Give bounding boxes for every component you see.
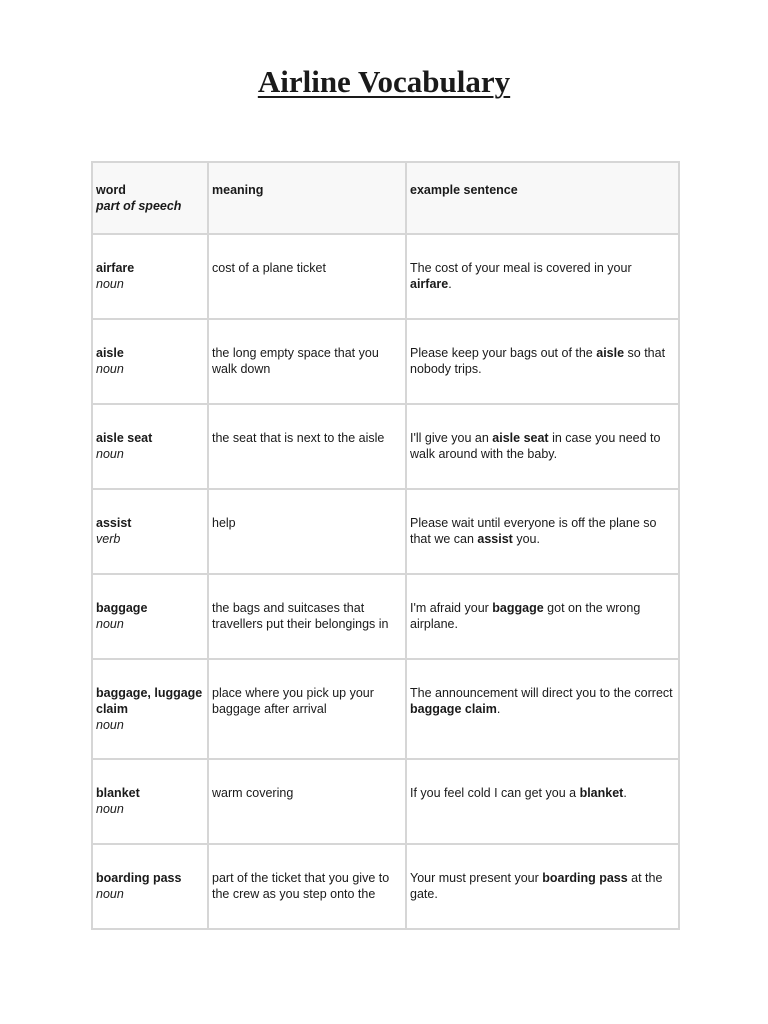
meaning-text: the bags and suitcases that travellers put their belongings in	[212, 601, 389, 631]
word-cell	[92, 759, 208, 844]
table-row	[92, 404, 679, 489]
example-after: .	[448, 277, 452, 291]
example-after: you.	[512, 532, 540, 546]
table-row	[92, 489, 679, 574]
meaning-text: part of the ticket that you give to the crew as you step onto the	[212, 871, 390, 901]
meaning-text: the seat that is next to the aisle	[212, 431, 385, 445]
example-before: If you feel cold I can get you a	[410, 786, 580, 800]
example-before: Your must present your	[410, 871, 543, 885]
part-of-speech: noun	[96, 718, 124, 732]
header-meaning-cell	[208, 162, 406, 234]
meaning-text: help	[212, 516, 236, 530]
example-term: blanket	[579, 786, 624, 800]
example-term: airfare	[410, 277, 449, 291]
example-cell	[406, 319, 679, 404]
table-row	[92, 574, 679, 659]
vocab-word: aisle	[96, 346, 124, 360]
example-cell	[406, 234, 679, 319]
page-title: Airline Vocabulary	[257, 64, 511, 99]
example-after: .	[496, 702, 501, 716]
header-word-cell	[92, 162, 208, 234]
header-word: word	[96, 183, 126, 197]
vocab-word: aisle seat	[96, 431, 153, 445]
example-before: Please wait until everyone is off the plane so that we can	[410, 516, 657, 546]
meaning-text: place where you pick up your baggage after arrival	[212, 686, 374, 716]
part-of-speech: noun	[96, 362, 124, 376]
part-of-speech: noun	[96, 887, 124, 901]
vocab-word: boarding pass	[96, 871, 182, 885]
meaning-cell	[208, 404, 406, 489]
meaning-cell	[208, 759, 406, 844]
example-before: The cost of your meal is covered in your	[410, 261, 632, 275]
example-cell	[406, 574, 679, 659]
word-cell	[92, 574, 208, 659]
example-term: assist	[477, 532, 513, 546]
table-row	[92, 234, 679, 319]
header-example: example sentence	[410, 183, 518, 197]
vocab-word: blanket	[96, 786, 140, 800]
word-cell	[92, 844, 208, 929]
table-header-row	[92, 162, 679, 234]
example-before: I'll give you an	[410, 431, 493, 445]
example-cell	[406, 844, 679, 929]
example-term: aisle seat	[492, 431, 549, 445]
part-of-speech: noun	[96, 802, 124, 816]
part-of-speech: verb	[96, 532, 121, 546]
header-part-of-speech: part of speech	[96, 199, 182, 213]
word-cell	[92, 489, 208, 574]
example-before: Please keep your bags out of the	[410, 346, 597, 360]
example-term: baggage	[492, 601, 544, 615]
word-cell	[92, 404, 208, 489]
meaning-text: the long empty space that you walk down	[212, 346, 379, 376]
vocab-word: airfare	[96, 261, 135, 275]
word-cell	[92, 234, 208, 319]
example-cell	[406, 489, 679, 574]
example-cell	[406, 404, 679, 489]
meaning-text: warm covering	[212, 786, 294, 800]
table-row	[92, 319, 679, 404]
header-meaning: meaning	[212, 183, 264, 197]
table-row	[92, 659, 679, 759]
example-before: I'm afraid your	[410, 601, 493, 615]
vocab-word: assist	[96, 516, 132, 530]
meaning-cell	[208, 319, 406, 404]
example-after: at the gate.	[410, 871, 663, 901]
header-example-cell	[406, 162, 679, 234]
meaning-cell	[208, 659, 406, 759]
example-term: baggage claim	[410, 702, 497, 716]
part-of-speech: noun	[96, 277, 124, 291]
example-term: boarding pass	[542, 871, 628, 885]
example-cell	[406, 759, 679, 844]
example-after: .	[623, 786, 627, 800]
vocabulary-table	[91, 161, 680, 930]
example-cell	[406, 659, 679, 759]
meaning-text: cost of a plane ticket	[212, 261, 326, 275]
word-cell	[92, 659, 208, 759]
part-of-speech: noun	[96, 617, 124, 631]
table-row	[92, 844, 679, 929]
word-cell	[92, 319, 208, 404]
example-after: in case you need to walk around with the baby.	[410, 431, 661, 461]
table-row	[92, 759, 679, 844]
example-after: so that nobody trips.	[410, 346, 666, 376]
vocab-word: baggage	[96, 601, 148, 615]
meaning-cell	[208, 574, 406, 659]
meaning-cell	[208, 234, 406, 319]
example-term: aisle	[596, 346, 625, 360]
meaning-cell	[208, 489, 406, 574]
vocab-word: baggage, luggage claim	[96, 686, 203, 716]
example-after: got on the wrong airplane.	[410, 601, 641, 631]
example-before: The announcement will direct you to the correct	[410, 686, 673, 700]
meaning-cell	[208, 844, 406, 929]
part-of-speech: noun	[96, 447, 124, 461]
